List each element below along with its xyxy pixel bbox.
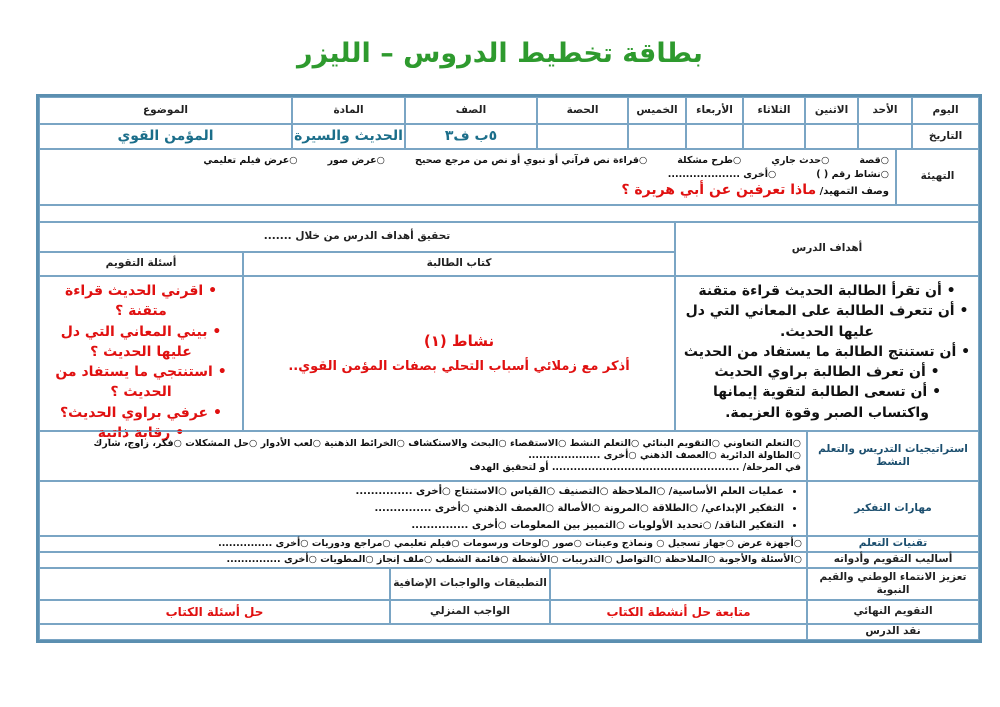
homework-label: الواجب المنزلي xyxy=(390,600,550,624)
techniques-options[interactable]: ○أجهزة عرض ○جهاز تسجيل ○ ونماذج وعينات ○صور ○لوحات ورسومات ○فيلم تعليمي ○مراجع ودوريات ○أخرى ............... xyxy=(39,536,807,552)
intro-option[interactable]: ○عرض صور xyxy=(327,154,385,166)
reinforce-value[interactable] xyxy=(550,568,807,600)
homework-value: حل أسئلة الكتاب xyxy=(39,600,390,624)
day-thursday[interactable]: الخميس xyxy=(628,97,686,124)
thinking-item[interactable]: • التفكير الإبداعي/ ○الطلاقة ○المرونة ○الأصالة ○العصف الذهني ○أخرى ............... xyxy=(356,500,784,517)
extra-assignments-value[interactable] xyxy=(39,568,390,600)
activity-cell xyxy=(243,276,675,431)
objectives-list xyxy=(676,277,978,427)
activity-title: نشاط (١) xyxy=(423,332,495,350)
final-assessment-label: التقويم النهائي xyxy=(807,600,979,624)
date-cell[interactable] xyxy=(686,124,743,149)
strategies-options[interactable]: ○الطاولة الدائرية ○العصف الذهني ○أخرى .................... xyxy=(528,450,801,462)
day-tuesday[interactable]: الثلاثاء xyxy=(743,97,805,124)
intro-option[interactable]: ○طرح مشكلة xyxy=(677,154,742,166)
spacer-row xyxy=(39,205,979,222)
question-item: • استنتجي ما يستفاد من الحديث ؟ xyxy=(46,362,236,403)
reinforce-label: تعزيز الانتماء الوطني والقيم النبوية xyxy=(807,568,979,600)
final-assessment-value: متابعة حل أنشطة الكتاب xyxy=(550,600,807,624)
day-sunday[interactable]: الأحد xyxy=(858,97,912,124)
date-cell[interactable] xyxy=(805,124,858,149)
intro-options-row1 xyxy=(46,155,889,167)
objective-item: • أن تتعرف الطالبة على المعاني التي دل عليها الحديث. xyxy=(682,301,972,342)
question-item: • بيني المعاني التي دل عليها الحديث ؟ xyxy=(46,322,236,363)
objectives-via-label: تحقيق أهداف الدرس من خلال ....... xyxy=(39,222,675,252)
intro-option[interactable]: ○عرض فيلم تعليمي xyxy=(203,154,298,166)
day-wednesday[interactable]: الأربعاء xyxy=(686,97,743,124)
questions-label: أسئلة التقويم xyxy=(39,252,243,276)
objective-item: • أن تقرأ الطالبة الحديث قراءة متقنة xyxy=(682,281,972,301)
topic-label: الموضوع xyxy=(39,97,292,124)
assessment-label: أساليب التقويم وأدواته xyxy=(807,552,979,568)
period-value[interactable] xyxy=(537,124,628,149)
questions-cell xyxy=(39,276,243,442)
topic-value: المؤمن القوي xyxy=(39,124,292,149)
questions-list xyxy=(40,277,242,447)
objective-item: • أن تستنتج الطالبة ما يستفاد من الحديث xyxy=(682,342,972,362)
day-label: اليوم xyxy=(912,97,979,124)
subject-label: المادة xyxy=(292,97,405,124)
strategies-options[interactable]: ○التعلم التعاوني ○التقويم البنائي ○التعلم النشط ○الاستقصاء ○البحث والاستكشاف ○الخرائط الذهنية ○لعب الأدوار ○حل المشكلات ○فكر، زاوج، شارك xyxy=(93,438,801,450)
extra-assignments-label: التطبيقات والواجبات الإضافية xyxy=(390,568,550,600)
question-item: • عرفي براوي الحديث؟ xyxy=(46,403,236,423)
thinking-item[interactable]: • عمليات العلم الأساسية/ ○الملاحظة ○التصنيف ○القياس ○الاستنتاج ○أخرى ............... xyxy=(356,483,784,500)
question-item: • رقابة ذاتية xyxy=(46,423,236,443)
strategies-cell xyxy=(39,431,807,481)
period-label: الحصة xyxy=(537,97,628,124)
objectives-list-cell xyxy=(675,276,979,431)
date-cell[interactable] xyxy=(743,124,805,149)
student-book-label: كتاب الطالبة xyxy=(243,252,675,276)
critique-value[interactable] xyxy=(39,624,807,640)
question-item: • اقرني الحديث قراءة متقنة ؟ xyxy=(46,281,236,322)
strategies-stage[interactable]: في المرحلة/ .................................................... أو لتحقيق الهدف xyxy=(469,461,801,473)
techniques-label: تقنيات التعلم xyxy=(807,536,979,552)
intro-cell xyxy=(39,149,896,205)
class-label: الصف xyxy=(405,97,537,124)
thinking-list xyxy=(356,483,806,534)
date-cell[interactable] xyxy=(858,124,912,149)
intro-label: التهيئة xyxy=(896,149,979,205)
assessment-options[interactable]: ○الأسئلة والأجوبة ○الملاحظة ○التواصل ○التدريبات ○الأنشطة ○قائمة الشطب ○ملف إنجاز ○المطويات ○أخرى ............... xyxy=(39,552,807,568)
subject-value: الحديث والسيرة xyxy=(292,124,405,149)
date-cell[interactable] xyxy=(628,124,686,149)
thinking-cell xyxy=(39,481,807,536)
intro-question: ماذا تعرفين عن أبي هريرة ؟ xyxy=(621,181,817,198)
intro-option[interactable]: ○نشاط رقم ( ) xyxy=(816,168,889,180)
day-monday[interactable]: الاثنين xyxy=(805,97,858,124)
intro-description: وصف التمهيد/ ماذا تعرفين عن أبي هريرة ؟ xyxy=(621,181,889,198)
objectives-label: أهداف الدرس xyxy=(675,222,979,276)
intro-option[interactable]: ○قصة xyxy=(859,154,889,166)
strategies-label: استراتيجيات التدريس والتعلم النشط xyxy=(807,431,979,481)
objective-item: • أن تعرف الطالبة براوي الحديث xyxy=(682,362,972,382)
page-title: بطاقة تخطيط الدروس – الليزر xyxy=(297,38,703,69)
date-label: التاريخ xyxy=(912,124,979,149)
objective-item: • أن تسعى الطالبة لتقوية إيمانها واكتساب الصبر وقوة العزيمة. xyxy=(682,382,972,423)
intro-option[interactable]: ○حدث جاري xyxy=(771,154,830,166)
critique-label: نقد الدرس xyxy=(807,624,979,640)
intro-options-row2 xyxy=(46,169,889,181)
intro-option[interactable]: ○قراءة نص قرآني أو نبوي أو نص من مرجع صحيح xyxy=(414,154,648,166)
intro-option[interactable]: ○أخرى .................... xyxy=(667,168,777,180)
thinking-item[interactable]: • التفكير الناقد/ ○تحديد الأولويات ○التمييز بين المعلومات ○أخرى ............... xyxy=(356,517,784,534)
thinking-label: مهارات التفكير xyxy=(807,481,979,536)
class-value: ٥ب ف٣ xyxy=(405,124,537,149)
activity-text: أذكر مع زملائي أسباب التحلي بصفات المؤمن القوي.. xyxy=(288,358,630,374)
